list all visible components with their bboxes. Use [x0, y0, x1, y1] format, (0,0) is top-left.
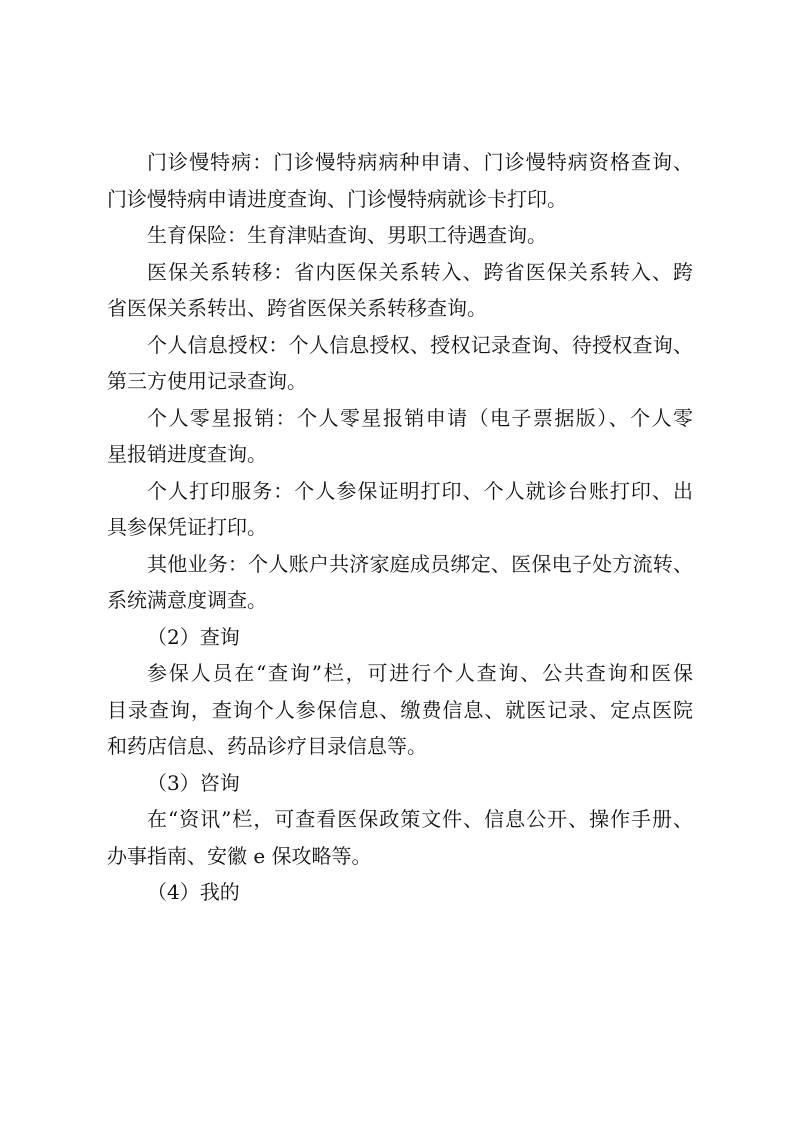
section-heading-mine: （4）我的 — [147, 880, 240, 904]
text-line: 办事指南、安徽 e 保攻略等。 — [107, 843, 372, 868]
text-line: 个人信息授权：个人信息授权、授权记录查询、待授权查询、 — [147, 332, 693, 357]
text-line: 个人零星报销：个人零星报销申请（电子票据版）、个人零 — [147, 405, 693, 430]
text-line: 在“资讯”栏，可查看医保政策文件、信息公开、操作手册、 — [147, 807, 693, 831]
text-line: 医保关系转移：省内医保关系转入、跨省医保关系转入、跨 — [147, 259, 693, 284]
paragraph-info-authorization — [107, 327, 693, 400]
paragraph-consult — [107, 801, 693, 874]
text-line: 生育保险：生育津贴查询、男职工待遇查询。 — [147, 223, 547, 247]
text-line: 门诊慢特病：门诊慢特病病种申请、门诊慢特病资格查询、 — [147, 150, 693, 174]
text-line: 和药店信息、药品诊疗目录信息等。 — [107, 734, 427, 758]
text-line: 其他业务：个人账户共济家庭成员绑定、医保电子处方流转、 — [147, 551, 693, 576]
paragraph-relation-transfer — [107, 254, 693, 327]
paragraph-query — [107, 655, 693, 765]
section-heading-consult: （3）咨询 — [147, 770, 240, 795]
paragraph-reimbursement — [107, 400, 693, 473]
text-line: 星报销进度查询。 — [107, 442, 267, 466]
text-line: 个人打印服务：个人参保证明打印、个人就诊台账打印、出 — [147, 478, 693, 503]
paragraph-other-business — [107, 546, 693, 619]
paragraph-maternity-insurance — [107, 217, 693, 254]
text-line: 第三方使用记录查询。 — [107, 369, 307, 393]
text-line: 目录查询，查询个人参保信息、缴费信息、就医记录、定点医院 — [107, 697, 693, 722]
section-heading-query: （2）查询 — [147, 624, 240, 649]
text-line: 门诊慢特病申请进度查询、门诊慢特病就诊卡打印。 — [107, 186, 567, 211]
text-line: 具参保凭证打印。 — [107, 515, 267, 539]
paragraph-outpatient-chronic — [107, 144, 693, 217]
document-body — [107, 144, 693, 911]
paragraph-print-service — [107, 473, 693, 546]
text-line: 参保人员在“查询”栏，可进行个人查询、公共查询和医保 — [147, 661, 693, 685]
text-line: 系统满意度调查。 — [107, 588, 267, 612]
text-line: 省医保关系转出、跨省医保关系转移查询。 — [107, 296, 487, 320]
